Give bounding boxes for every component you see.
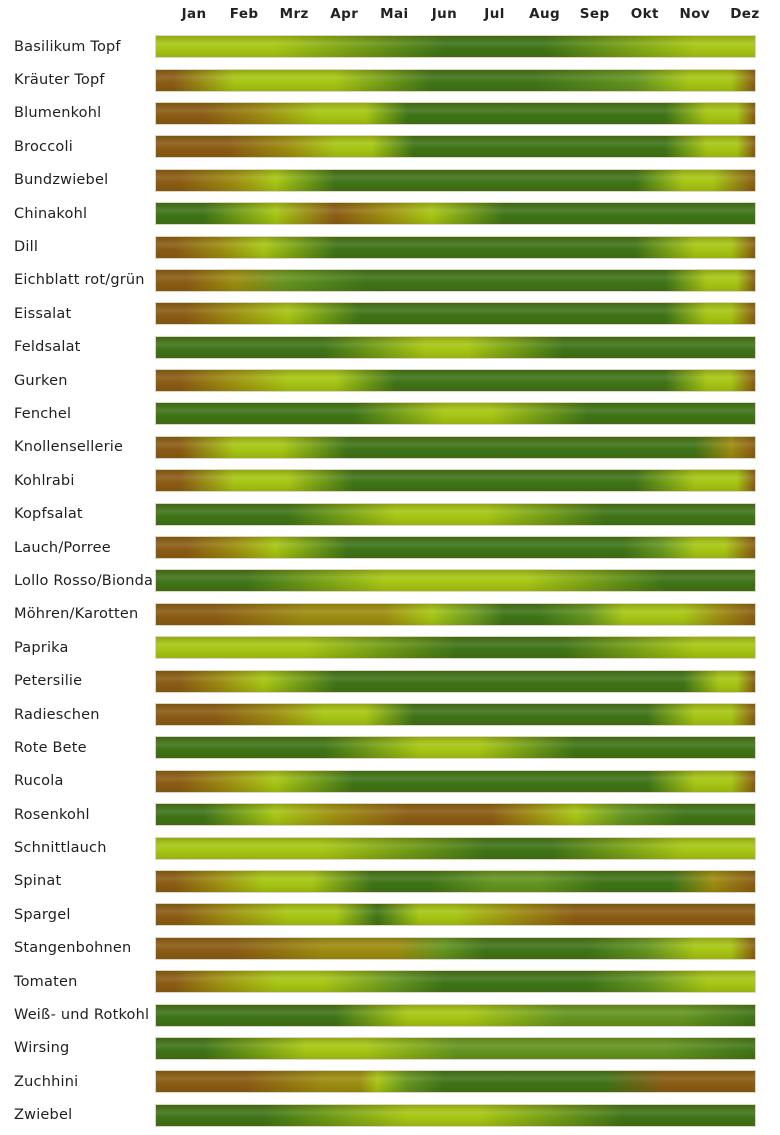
table-row — [0, 30, 780, 63]
season-bar — [155, 302, 756, 325]
season-bar — [155, 569, 756, 592]
table-row — [0, 497, 780, 530]
row-label: Tomaten — [14, 973, 78, 990]
table-row — [0, 264, 780, 297]
season-bar — [155, 269, 756, 292]
table-row — [0, 531, 780, 564]
table-row — [0, 664, 780, 697]
season-bar — [155, 436, 756, 459]
row-label: Kohlrabi — [14, 472, 75, 489]
table-row — [0, 397, 780, 430]
table-row — [0, 364, 780, 397]
table-row — [0, 97, 780, 130]
season-bar — [155, 903, 756, 926]
month-label: Jul — [484, 6, 505, 22]
row-label: Weiß- und Rotkohl — [14, 1007, 150, 1024]
table-row — [0, 1032, 780, 1065]
row-label: Blumenkohl — [14, 105, 102, 122]
season-bar — [155, 402, 756, 425]
season-bar — [155, 636, 756, 659]
row-label: Petersilie — [14, 673, 83, 690]
season-bar — [155, 770, 756, 793]
vegetable-rows — [0, 30, 780, 1132]
season-bar — [155, 135, 756, 158]
table-row — [0, 831, 780, 864]
season-bar — [155, 35, 756, 58]
month-label: Okt — [630, 6, 659, 22]
month-header — [169, 6, 770, 26]
season-bar — [155, 870, 756, 893]
row-label: Feldsalat — [14, 339, 81, 356]
season-bar — [155, 937, 756, 960]
table-row — [0, 63, 780, 96]
row-label: Knollensellerie — [14, 439, 124, 456]
table-row — [0, 564, 780, 597]
row-label: Spargel — [14, 906, 71, 923]
season-bar — [155, 336, 756, 359]
row-label: Eichblatt rot/grün — [14, 272, 145, 289]
month-label: Mai — [380, 6, 409, 22]
season-bar — [155, 536, 756, 559]
row-label: Chinakohl — [14, 205, 88, 222]
table-row — [0, 932, 780, 965]
season-bar — [155, 1037, 756, 1060]
table-row — [0, 798, 780, 831]
row-label: Rosenkohl — [14, 806, 90, 823]
row-label: Fenchel — [14, 405, 72, 422]
row-label: Broccoli — [14, 138, 73, 155]
month-label: Aug — [529, 6, 561, 22]
row-label: Bundzwiebel — [14, 172, 109, 189]
season-bar — [155, 469, 756, 492]
row-label: Schnittlauch — [14, 840, 107, 857]
table-row — [0, 965, 780, 998]
row-label: Zwiebel — [14, 1107, 73, 1124]
table-row — [0, 331, 780, 364]
row-label: Paprika — [14, 639, 69, 656]
season-bar — [155, 1070, 756, 1093]
table-row — [0, 230, 780, 263]
month-label: Feb — [229, 6, 259, 22]
table-row — [0, 297, 780, 330]
season-bar — [155, 102, 756, 125]
row-label: Lauch/Porree — [14, 539, 111, 556]
season-bar — [155, 1004, 756, 1027]
table-row — [0, 1099, 780, 1132]
season-bar — [155, 736, 756, 759]
table-row — [0, 898, 780, 931]
table-row — [0, 464, 780, 497]
row-label: Eissalat — [14, 305, 72, 322]
month-label: Dez — [730, 6, 760, 22]
season-bar — [155, 236, 756, 259]
row-label: Zuchhini — [14, 1073, 79, 1090]
month-label: Jun — [431, 6, 458, 22]
table-row — [0, 631, 780, 664]
row-label: Wirsing — [14, 1040, 70, 1057]
season-bar — [155, 69, 756, 92]
table-row — [0, 598, 780, 631]
month-label: Sep — [579, 6, 610, 22]
season-bar — [155, 803, 756, 826]
table-row — [0, 130, 780, 163]
row-label: Lollo Rosso/Bionda — [14, 572, 154, 589]
table-row — [0, 431, 780, 464]
table-row — [0, 164, 780, 197]
season-bar — [155, 503, 756, 526]
row-label: Rote Bete — [14, 739, 87, 756]
table-row — [0, 731, 780, 764]
row-label: Stangenbohnen — [14, 940, 132, 957]
row-label: Rucola — [14, 773, 64, 790]
season-bar — [155, 970, 756, 993]
season-bar — [155, 1104, 756, 1127]
season-bar — [155, 369, 756, 392]
month-label: Mrz — [279, 6, 309, 22]
row-label: Radieschen — [14, 706, 100, 723]
month-label: Apr — [330, 6, 359, 22]
month-label: Nov — [679, 6, 711, 22]
row-label: Möhren/Karotten — [14, 606, 139, 623]
row-label: Dill — [14, 239, 39, 256]
row-label: Gurken — [14, 372, 68, 389]
table-row — [0, 698, 780, 731]
table-row — [0, 197, 780, 230]
season-bar — [155, 202, 756, 225]
row-label: Basilikum Topf — [14, 38, 121, 55]
table-row — [0, 765, 780, 798]
season-bar — [155, 837, 756, 860]
table-row — [0, 998, 780, 1031]
season-bar — [155, 670, 756, 693]
row-label: Kräuter Topf — [14, 72, 105, 89]
season-bar — [155, 703, 756, 726]
table-row — [0, 1065, 780, 1098]
season-bar — [155, 603, 756, 626]
row-label: Kopfsalat — [14, 506, 83, 523]
table-row — [0, 865, 780, 898]
row-label: Spinat — [14, 873, 62, 890]
month-label: Jan — [181, 6, 207, 22]
season-bar — [155, 169, 756, 192]
